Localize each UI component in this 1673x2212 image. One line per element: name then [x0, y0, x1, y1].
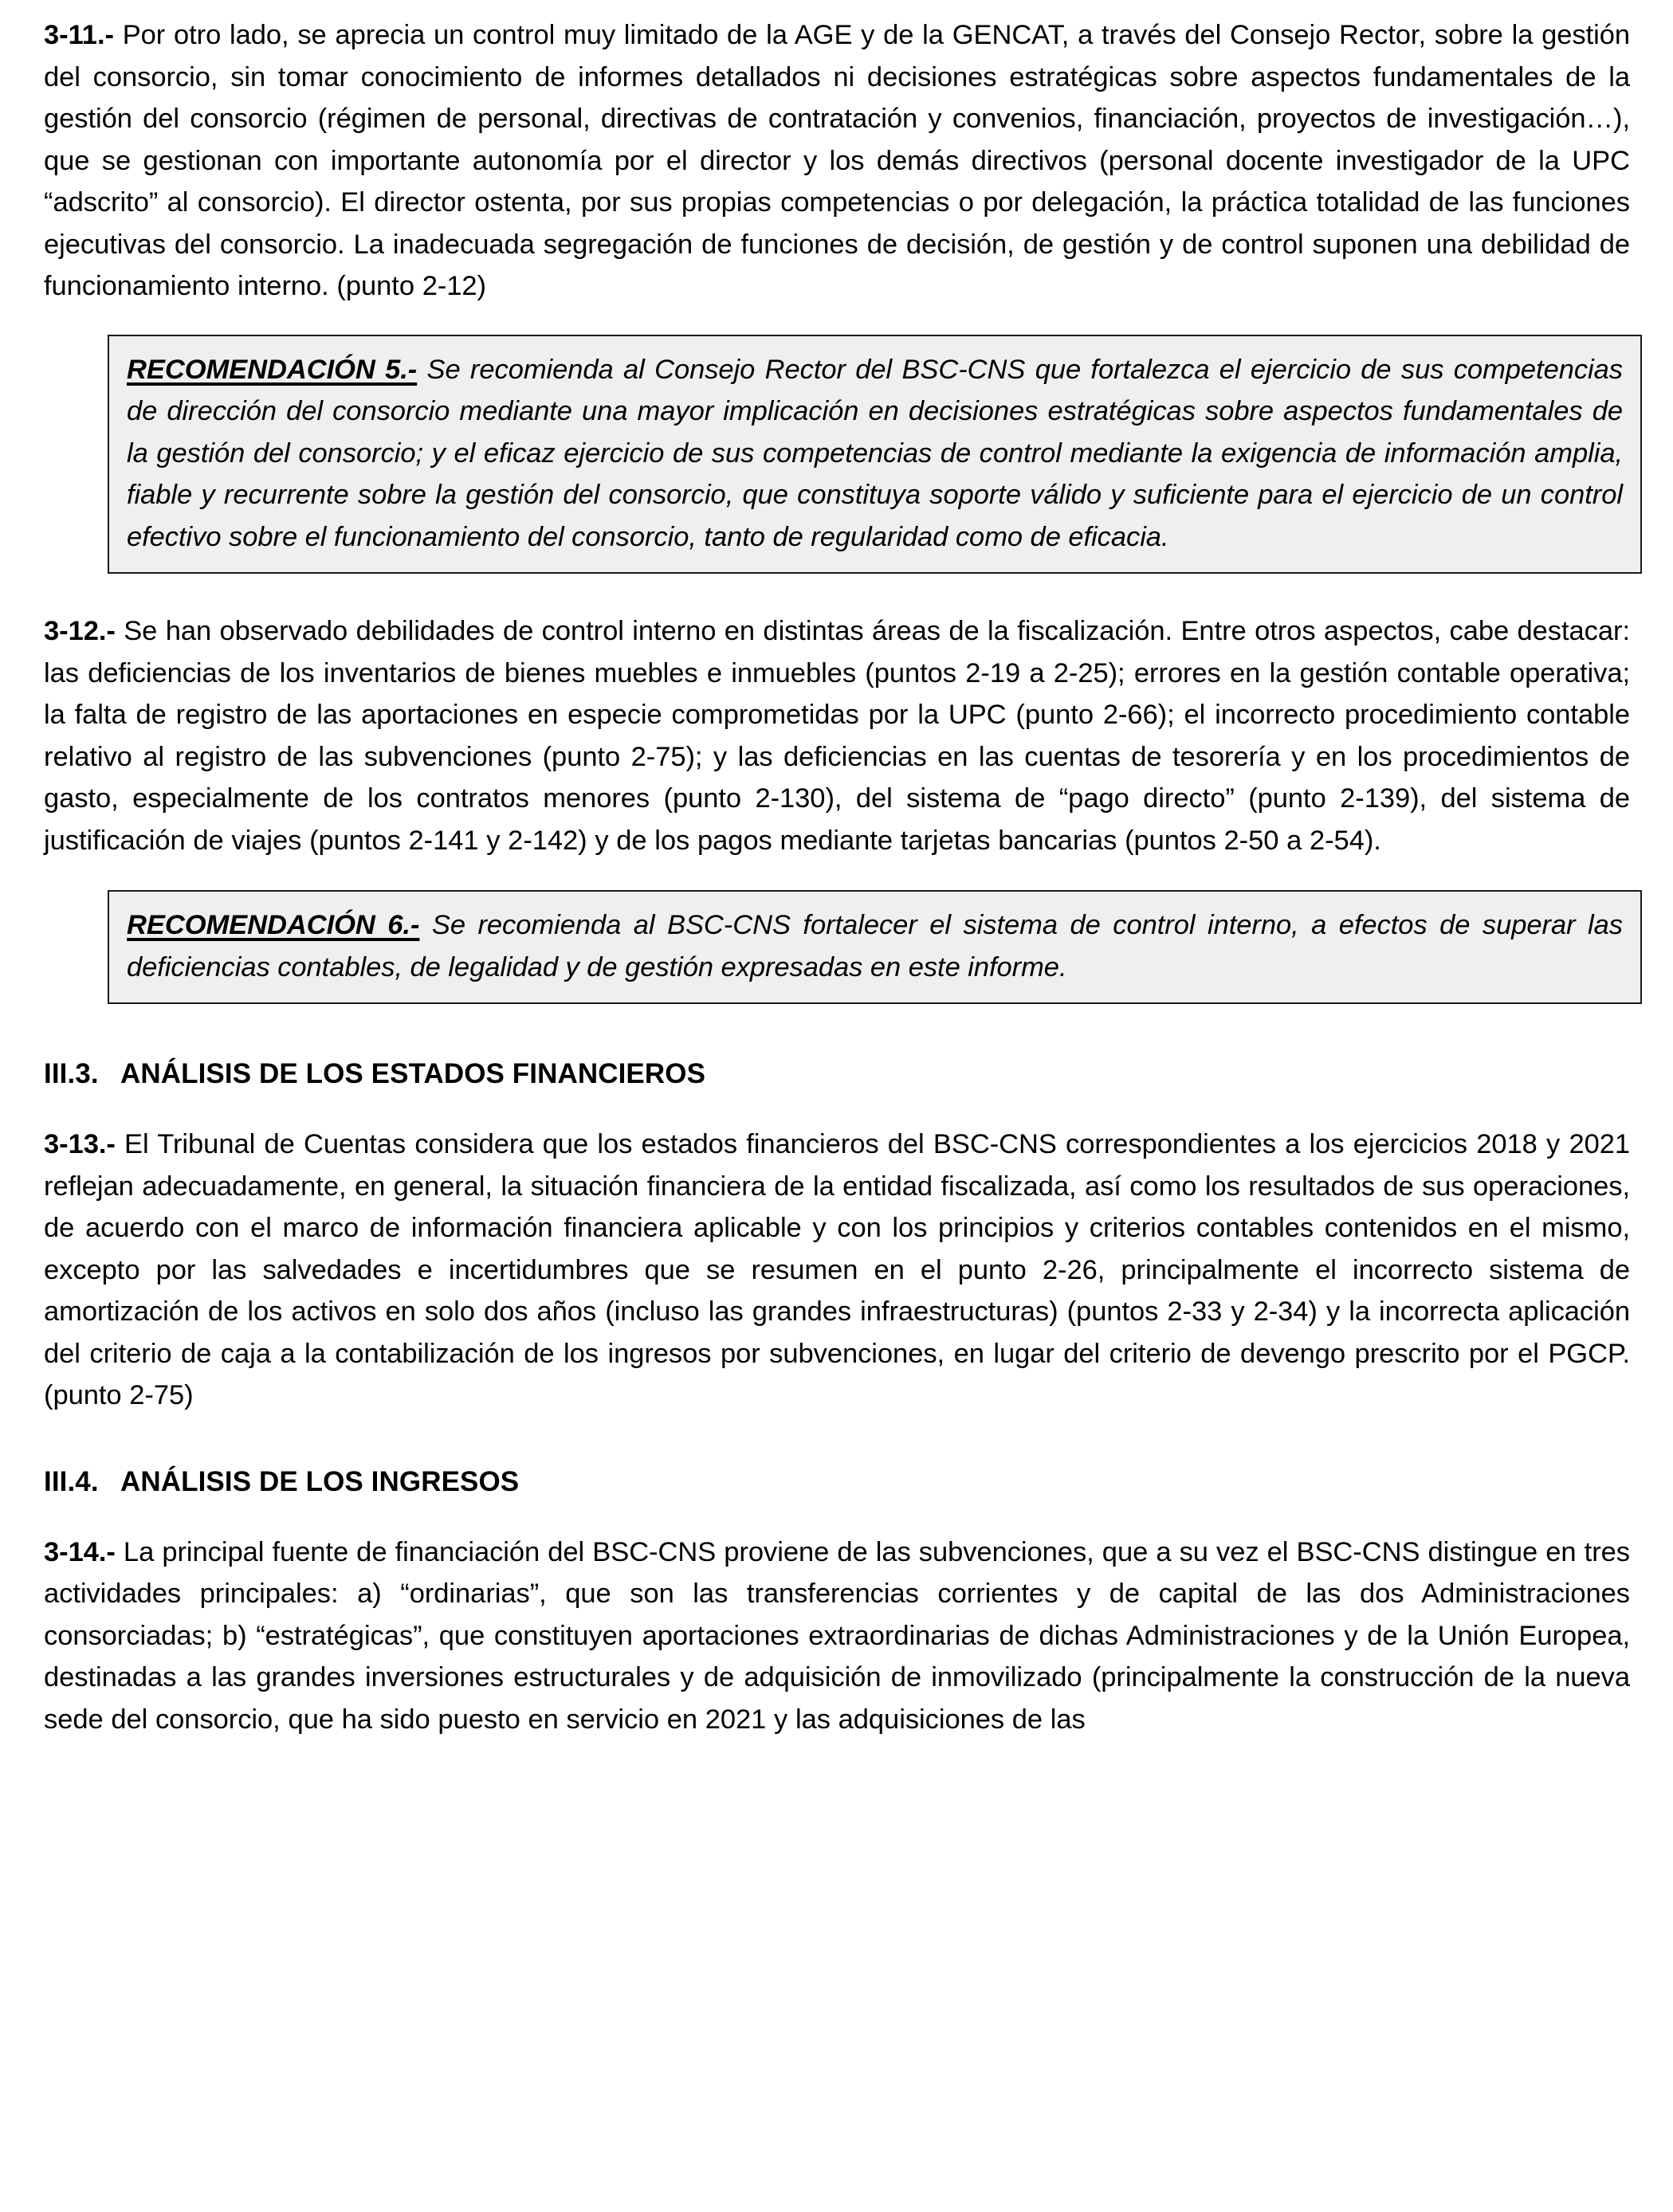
paragraph-3-14-text: La principal fuente de financiación del BSC-CNS proviene de las subvenciones, que a su vez el BSC-CNS distingue en tres actividades principales: a) “ordinarias”, que son las transferencias corrientes y de capital de las dos Administraciones consorciadas; b) “estratégicas”, que constituyen aportaciones extraordinarias de dichas Administraciones y de la Unión Europea, destinadas a las grandes inversiones estructurales y de adquisición de inmovilizado (principalmente la construcción de la nueva sede del consorcio, que ha sido puesto en servicio en 2021 y las adquisiciones de las [44, 1536, 1630, 1735]
recommendation-5-label: RECOMENDACIÓN 5.- [127, 354, 418, 385]
paragraph-3-14 [44, 1532, 1630, 1741]
paragraph-3-11-text: Por otro lado, se aprecia un control muy limitado de la AGE y de la GENCAT, a través del Consejo Rector, sobre la gestión del consorcio, sin tomar conocimiento de informes detallados ni decisiones estratégicas sobre aspectos fundamentales de la gestión del consorcio (régimen de personal, directivas de contratación y convenios, financiación, proyectos de investigación…), que se gestionan con importante autonomía por el director y los demás directivos (personal docente investigador de la UPC “adscrito” al consorcio). El director ostenta, por sus propias competencias o por delegación, la práctica totalidad de las funciones ejecutivas del consorcio. La inadecuada segregación de funciones de decisión, de gestión y de control suponen una debilidad de funcionamiento interno. (punto 2-12) [44, 20, 1630, 301]
heading-iii-4-number: III.4. [44, 1465, 99, 1497]
heading-iii-3 [44, 1057, 1630, 1092]
recommendation-5-box [108, 335, 1642, 575]
paragraph-3-13 [44, 1124, 1630, 1417]
paragraph-3-11 [44, 14, 1630, 308]
recommendation-6-body: Se recomienda al BSC-CNS fortalecer el sistema de control interno, a efectos de superar las deficiencias contables, de legalidad y de gestión expresadas en este informe. [127, 910, 1623, 982]
recommendation-5-text-block [127, 349, 1623, 559]
heading-iii-4 [44, 1465, 1630, 1500]
spacer [44, 308, 1630, 335]
spacer [44, 861, 1630, 890]
spacer [44, 1417, 1630, 1465]
paragraph-3-13-number: 3-13.- [44, 1129, 116, 1159]
recommendation-6-text-block [127, 904, 1623, 988]
paragraph-3-12-number: 3-12.- [44, 616, 116, 646]
paragraph-3-11-number: 3-11.- [44, 20, 114, 50]
recommendation-5-body: Se recomienda al Consejo Rector del BSC-CNS que fortalezca el ejercicio de sus competencias de dirección del consorcio mediante una mayor implicación en decisiones estratégicas sobre aspectos fundamentales de la gestión del consorcio; y el eficaz ejercicio de sus competencias de control mediante la exigencia de información amplia, fiable y recurrente sobre la gestión del consorcio, que constituya soporte válido y suficiente para el ejercicio de un control efectivo sobre el funcionamiento del consorcio, tanto de regularidad como de eficacia. [127, 354, 1623, 552]
spacer [44, 1092, 1630, 1124]
spacer [44, 1004, 1630, 1057]
spacer [44, 1500, 1630, 1532]
spacer [44, 574, 1630, 610]
paragraph-3-13-text: El Tribunal de Cuentas considera que los estados financieros del BSC-CNS correspondientes a los ejercicios 2018 y 2021 reflejan adecuadamente, en general, la situación financiera de la entidad fiscalizada, así como los resultados de sus operaciones, de acuerdo con el marco de información financiera aplicable y con los principios y criterios contables contenidos en el mismo, excepto por las salvedades e incertidumbres que se resumen en el punto 2-26, principalmente el incorrecto sistema de amortización de los activos en solo dos años (incluso las grandes infraestructuras) (puntos 2-33 y 2-34) y la incorrecta aplicación del criterio de caja a la contabilización de los ingresos por subvenciones, en lugar del criterio de devengo prescrito por el PGCP. (punto 2-75) [44, 1129, 1630, 1410]
heading-iii-4-text: ANÁLISIS DE LOS INGRESOS [120, 1465, 520, 1497]
heading-iii-3-number: III.3. [44, 1058, 99, 1089]
recommendation-6-label: RECOMENDACIÓN 6.- [127, 910, 420, 940]
paragraph-3-12-text: Se han observado debilidades de control interno en distintas áreas de la fiscalización. Entre otros aspectos, cabe destacar: las deficiencias de los inventarios de bienes muebles e inmuebles (puntos 2-19 a 2-25); errores en la gestión contable operativa; la falta de registro de las aportaciones en especie comprometidas por la UPC (punto 2-66); el incorrecto procedimiento contable relativo al registro de las subvenciones (punto 2-75); y las deficiencias en las cuentas de tesorería y en los procedimientos de gasto, especialmente de los contratos menores (punto 2-130), del sistema de “pago directo” (punto 2-139), del sistema de justificación de viajes (puntos 2-141 y 2-142) y de los pagos mediante tarjetas bancarias (puntos 2-50 a 2-54). [44, 616, 1630, 856]
paragraph-3-14-number: 3-14.- [44, 1536, 116, 1567]
paragraph-3-12 [44, 610, 1630, 861]
heading-iii-3-text: ANÁLISIS DE LOS ESTADOS FINANCIEROS [120, 1058, 706, 1089]
recommendation-6-box [108, 890, 1642, 1004]
